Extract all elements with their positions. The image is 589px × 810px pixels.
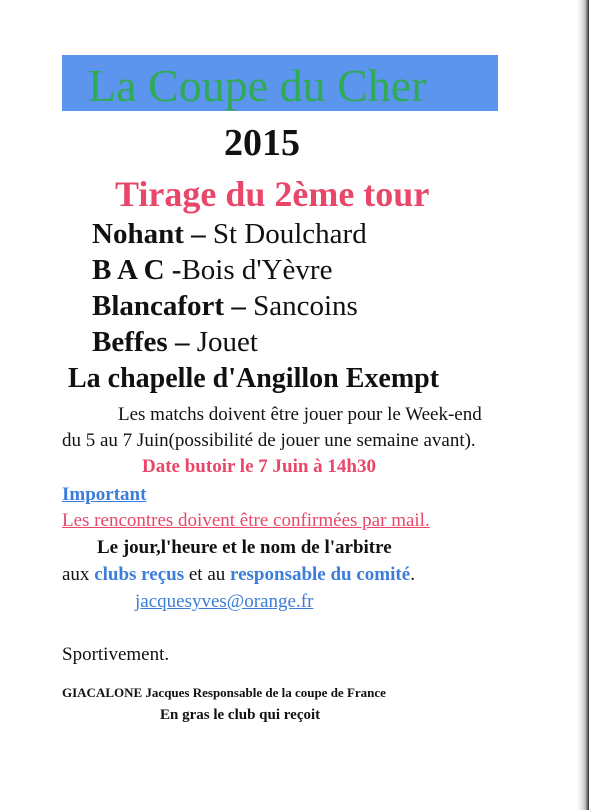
contact-email-link[interactable]: jacquesyves@orange.fr: [135, 591, 314, 612]
info-line-1: Les matchs doivent être jouer pour le Week-end: [118, 404, 482, 425]
match-separator: –: [224, 290, 254, 322]
match-row: [92, 288, 358, 324]
match-separator: –: [167, 326, 197, 358]
important-heading: Important: [62, 484, 147, 505]
home-club: Beffes: [92, 326, 168, 358]
home-club: B A C: [92, 254, 165, 286]
aux-middle: et au: [184, 564, 231, 585]
signature: GIACALONE Jacques Responsable de la coupe de France: [62, 685, 386, 700]
responsable-comite: responsable du comité: [230, 564, 411, 585]
match-separator: –: [183, 218, 213, 250]
page-edge-shadow: [577, 0, 589, 810]
recipients-line: [62, 563, 415, 587]
away-club: Bois d'Yèvre: [181, 254, 333, 286]
deadline-text: Date butoir le 7 Juin à 14h30: [142, 456, 377, 477]
match-separator: -: [164, 254, 182, 286]
home-club: Nohant: [92, 218, 184, 250]
away-club: Jouet: [196, 326, 258, 358]
away-club: St Doulchard: [212, 218, 367, 250]
match-row: [92, 324, 258, 360]
details-required: Le jour,l'heure et le nom de l'arbitre: [97, 537, 392, 558]
closing-text: Sportivement.: [62, 644, 170, 665]
aux-prefix: aux: [62, 564, 95, 585]
clubs-recus: clubs reçus: [94, 564, 185, 585]
info-line-2: du 5 au 7 Juin(possibilité de jouer une semaine avant).: [62, 430, 476, 451]
bold-legend-note: En gras le club qui reçoit: [160, 707, 321, 723]
away-club: Sancoins: [253, 290, 358, 322]
home-club: Blancafort: [92, 290, 225, 322]
aux-suffix: .: [410, 564, 415, 585]
season-year: 2015: [224, 122, 300, 164]
confirmation-notice: Les rencontres doivent être confirmées par mail.: [62, 510, 430, 531]
document-title: La Coupe du Cher: [88, 60, 427, 111]
match-row: [92, 252, 332, 288]
exempt-club: La chapelle d'Angillon Exempt: [68, 363, 440, 394]
draw-subtitle: Tirage du 2ème tour: [115, 174, 430, 214]
match-row: [92, 216, 367, 252]
